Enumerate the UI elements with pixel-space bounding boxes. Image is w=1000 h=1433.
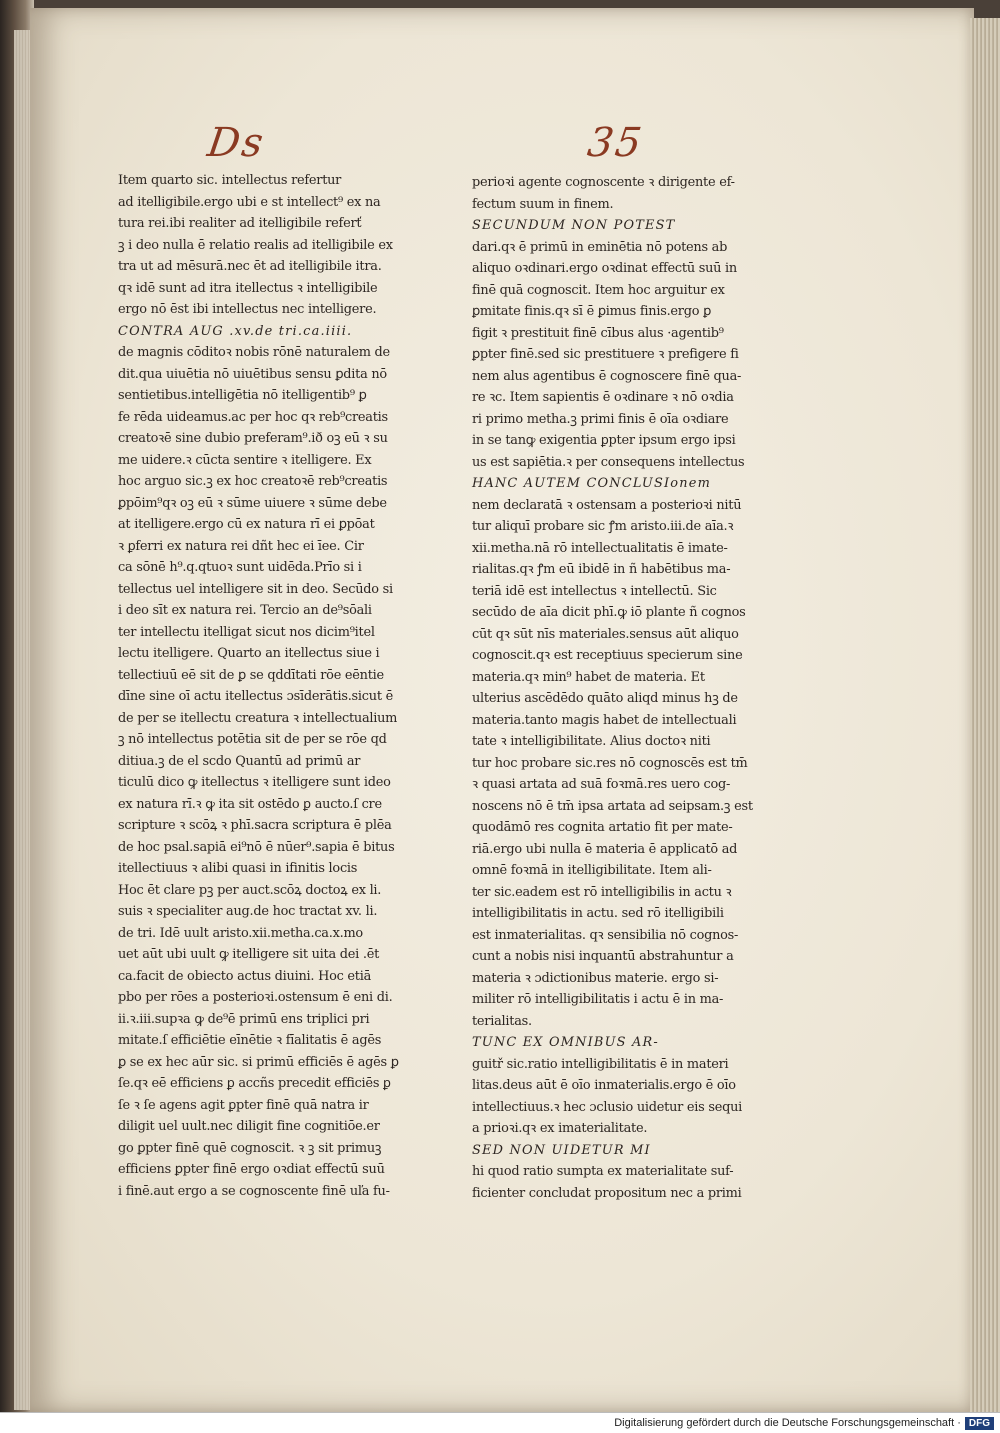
text-line: tur hoc probare sic.res nō cognoscēs est tm̄ xyxy=(472,755,748,771)
text-line: tellectus uel intelligere sit in deo. Secūdo si xyxy=(118,581,393,597)
text-line: nem declaratā ꝛ ostensam a posterioꝛi nitū xyxy=(472,497,742,513)
text-line: xii.metha.nā rō intellectualitatis ē imate- xyxy=(472,540,728,556)
text-line: teriā idē est intellectus ꝛ intellectū. Sic xyxy=(472,583,717,599)
text-line: pbo per rōes a posterioꝛi.ostensum ē eni di. xyxy=(118,990,393,1005)
text-line: cūt qꝛ sūt nīs materiales.sensus aūt aliquo xyxy=(472,626,739,642)
text-line: intellectiuus.ꝛ hec ɔclusio uidetur eis sequi xyxy=(472,1099,743,1115)
text-line: ꝑpōim⁹qꝛ oꝫ eū ꝛ sūme uiuere ꝛ sūme debe xyxy=(118,495,387,511)
text-line: ꝛ ꝑferri ex natura rei dñt hec ei īee. Cir xyxy=(118,538,364,554)
text-line: hoc arguo sic.ꝫ ex hoc creatoꝛē reb⁹creatis xyxy=(118,474,388,489)
text-line: tura rei.ibi realiter ad itelligibile referť xyxy=(118,216,362,231)
text-line: dit.qua uiuētia nō uiuētibus sensu ꝑdita nō xyxy=(118,366,387,382)
text-line: Item quarto sic. intellectus refertur xyxy=(118,173,342,188)
text-line: suis ꝛ specialiter aug.de hoc tractat xv. li. xyxy=(118,904,378,919)
text-line: creatoꝛē sine dubio preferam⁹.ið oꝫ eū ꝛ su xyxy=(118,431,388,446)
text-line: ticulū dico ꝙ itellectus ꝛ itelligere sunt ideo xyxy=(118,775,391,790)
text-line: dīne sine oī actu itellectus ɔsīderātis.sicut ē xyxy=(118,689,393,704)
text-column-left xyxy=(118,170,418,1202)
text-line: mitate.ſ efficiētie eīnētie ꝛ fīalitatis ē agēs xyxy=(118,1033,382,1048)
text-line: finē quā cognoscit. Item hoc arguitur ex xyxy=(472,282,725,298)
text-line: de hoc psal.sapiā ei⁹nō ē nūer⁹.sapia ē bitus xyxy=(118,839,395,855)
text-line: terialitas. xyxy=(472,1013,532,1029)
text-line: perioꝛi agente cognoscente ꝛ dirigente ef- xyxy=(472,175,735,190)
text-line: nem alus agentibus ē cognoscere finē qua- xyxy=(472,368,742,384)
text-line: ꝛ quasi artata ad suā foꝛmā.res uero cog- xyxy=(472,777,731,792)
text-line: efficiens ꝑpter finē ergo oꝛdiat effectū suū xyxy=(118,1162,385,1177)
text-line: uet aūt ubi uult ꝙ itelligere sit uita dei .ēt xyxy=(118,947,380,962)
text-line: scripture ꝛ scōꝝ ꝛ phī.sacra scriptura ē plēa xyxy=(118,818,392,833)
text-line: a prioꝛi.qꝛ ex imaterialitate. xyxy=(472,1121,648,1136)
text-line: aliquo oꝛdinari.ergo oꝛdinat effectū suū in xyxy=(472,261,737,276)
text-line: de magnis cōditoꝛ nobis rōnē naturalem de xyxy=(118,345,390,360)
text-line: hi quod ratio sumpta ex materialitate suf- xyxy=(472,1164,734,1179)
text-line: fe rēda uideamus.ac per hoc qꝛ reb⁹creatis xyxy=(118,409,388,425)
text-line: quodāmō res cognita artatio fit per mate- xyxy=(472,820,733,835)
text-line: ꝫ nō intellectus potētia sit de per se rōe qd xyxy=(118,732,387,747)
text-line: HANC AUTEM CONCLUSIonem xyxy=(472,476,711,491)
text-line: materia.tanto magis habet de intellectuali xyxy=(472,712,737,728)
text-line: ꝑmitate finis.qꝛ sī ē ꝑimus finis.ergo ꝑ xyxy=(472,304,712,319)
text-line: Hoc ēt clare pꝫ per auct.scōꝝ doctoꝝ ex li. xyxy=(118,882,382,898)
dfg-logo: DFG xyxy=(965,1417,994,1430)
page-heading-right: 35 xyxy=(584,120,647,166)
text-line: militer rō intelligibilitatis i actu ē in ma- xyxy=(472,992,724,1007)
text-line: tate ꝛ intelligibilitate. Alius doctoꝛ niti xyxy=(472,734,711,749)
text-line: ꝑ se ex hec aūr sic. si primū efficiēs ē agēs ꝑ xyxy=(118,1054,399,1070)
text-line: de per se itellectu creatura ꝛ intellectualium xyxy=(118,710,398,726)
text-line: ergo nō ēst ibi intellectus nec intelligere. xyxy=(118,302,377,317)
footer-bar xyxy=(0,1412,1000,1433)
text-line: sentietibus.intelligētia nō itelligentib⁹ ꝑ xyxy=(118,388,367,403)
text-line: ter sic.eadem est rō intelligibilis in actu ꝛ xyxy=(472,884,732,900)
text-line: go ꝑpter finē quē cognoscit. ꝛ ꝫ sit primuꝫ xyxy=(118,1140,382,1156)
footer-credit: Digitalisierung gefördert durch die Deutsche Forschungsgemeinschaft · xyxy=(614,1417,961,1429)
text-line: tur aliquī probare sic ꝭm aristo.iii.de aīa.ꝛ xyxy=(472,519,734,534)
text-line: ditiua.ꝫ de el scdo Quantū ad primū ar xyxy=(118,753,361,769)
text-line: ficienter concludat propositum nec a primi xyxy=(472,1185,742,1201)
text-line: intelligibilitatis in actu. sed rō itelligibili xyxy=(472,906,724,921)
text-line: itellectiuus ꝛ alibi quasi in ifinitis locis xyxy=(118,861,358,876)
text-line: est inmaterialitas. qꝛ sensibilia nō cognos- xyxy=(472,927,739,943)
text-line: i finē.aut ergo a se cognoscente finē uľa fu- xyxy=(118,1183,390,1199)
text-line: tra ut ad mēsurā.nec ēt ad itelligibile itra. xyxy=(118,259,382,274)
text-line: rialitas.qꝛ ꝭm eū ibidē in ñ habētibus ma- xyxy=(472,562,731,577)
text-line: litas.deus aūt ē oīo inmaterialis.ergo ē oīo xyxy=(472,1078,736,1093)
text-line: materia.qꝛ min⁹ habet de materia. Et xyxy=(472,669,705,685)
text-line: riā.ergo ubi nulla ē materia ē applicatō ad xyxy=(472,841,738,857)
text-line: us est sapiētia.ꝛ per consequens intellectus xyxy=(472,454,745,470)
text-line: ſe.qꝛ eē efficiens ꝑ accñs precedit efficiēs ꝑ xyxy=(118,1076,391,1091)
text-line: cunt a nobis nisi inquantū abstrahuntur a xyxy=(472,949,734,964)
text-line: ulterius ascēdēdo quāto aliqd minus hꝫ de xyxy=(472,691,738,706)
text-line: omnē foꝛmā in itelligibilitate. Item ali- xyxy=(472,863,712,878)
text-line: lectu itelligere. Quarto an itellectus siue i xyxy=(118,646,380,661)
page-heading-left: Ds xyxy=(204,120,268,166)
text-line: secūdo de aīa dicit phī.ꝙ iō plante ñ cognos xyxy=(472,605,746,620)
text-line: ri primo metha.ꝫ primi finis ē oīa oꝛdiare xyxy=(472,411,729,427)
text-column-right xyxy=(472,172,772,1204)
text-line: dari.qꝛ ē primū in eminētia nō potens ab xyxy=(472,239,728,255)
text-line: de tri. Idē uult aristo.xii.metha.ca.x.mo xyxy=(118,925,363,941)
text-line: ꝑpter finē.sed sic prestituere ꝛ prefigere fi xyxy=(472,347,739,362)
text-line: SED NON UIDETUR MI xyxy=(472,1142,651,1158)
text-line: qꝛ idē sunt ad itra itellectus ꝛ intelligibile xyxy=(118,280,378,296)
text-line: in se tanꝙ exigentia ꝑpter ipsum ergo ipsi xyxy=(472,433,736,448)
right-page-stack xyxy=(970,18,1000,1412)
text-line: SECUNDUM NON POTEST xyxy=(472,218,676,233)
text-line: diligit uel uult.nec diligit fine cognitiōe.er xyxy=(118,1119,380,1134)
text-line: TUNC EX OMNIBUS AR- xyxy=(472,1035,659,1050)
text-line: ad itelligibile.ergo ubi e st intellect⁹ ex na xyxy=(118,194,381,210)
text-line: ex natura rī.ꝛ ꝙ ita sit ostēdo ꝑ aucto.ſ cre xyxy=(118,796,382,812)
text-line: fectum suum in finem. xyxy=(472,196,614,212)
text-line: figit ꝛ prestituit finē cībus alus ·agentib⁹ xyxy=(472,325,724,341)
text-line: ii.ꝛ.iii.supꝛa ꝙ de⁹ē primū ens triplici pri xyxy=(118,1011,370,1027)
text-line: ca sōnē h⁹.q.qtuoꝛ sunt uidēda.Prīo si i xyxy=(118,560,362,575)
text-line: re ꝛc. Item sapientis ē oꝛdinare ꝛ nō oꝛdia xyxy=(472,390,734,405)
text-line: cognoscit.qꝛ est receptiuus specierum sine xyxy=(472,648,743,663)
text-line: materia ꝛ ɔdictionibus materie. ergo si- xyxy=(472,970,719,986)
text-line: CONTRA AUG .xv.de tri.ca.iiii. xyxy=(118,323,353,339)
text-line: i deo sīt ex natura rei. Tercio an de⁹sōali xyxy=(118,603,372,618)
text-line: guitř sic.ratio intelligibilitatis ē in materi xyxy=(472,1056,729,1072)
text-line: noscens nō ē tm̄ ipsa artata ad seipsam.ꝫ est xyxy=(472,798,753,814)
text-line: me uidere.ꝛ cūcta sentire ꝛ itelligere. Ex xyxy=(118,452,372,468)
text-line: at itelligere.ergo cū ex natura rī ei ꝑpōat xyxy=(118,517,375,532)
text-line: ter intellectu itelligat sicut nos dicim⁹itel xyxy=(118,624,375,640)
text-line: tellectiuū eē sit de ꝑ se qddītati rōe eēntie xyxy=(118,667,384,683)
text-line: ca.facit de obiecto actus diuini. Hoc etiā xyxy=(118,968,372,984)
text-line: ꝫ i deo nulla ē relatio realis ad itelligibile ex xyxy=(118,237,393,253)
text-line: ſe ꝛ ſe agens agit ꝑpter finē quā natra ir xyxy=(118,1097,369,1113)
